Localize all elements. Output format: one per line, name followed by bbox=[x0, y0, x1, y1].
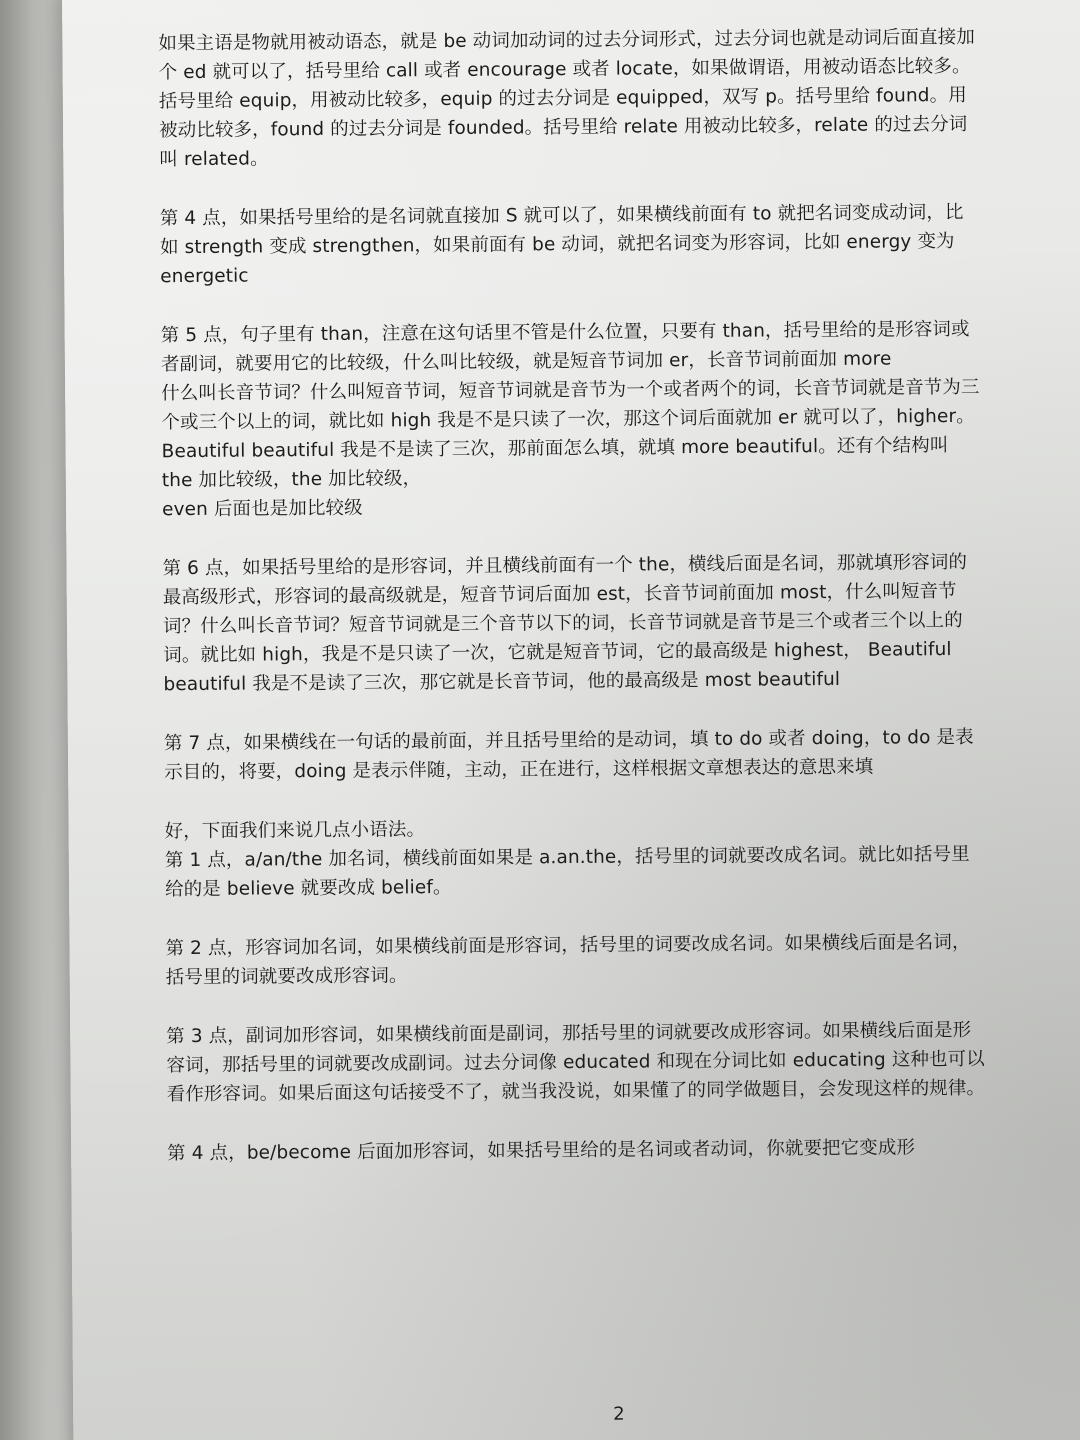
paragraph: even 后面也是加比较级 bbox=[162, 497, 363, 521]
paragraph: 如果主语是物就用被动语态，就是 be 动词加动词的过去分词形式，过去分词也就是动词后面直接加个 ed 就可以了，括号里给 call 或者 encourage 或者 locate，如果做谓语，用被动语态比较多。 bbox=[158, 26, 975, 84]
paragraph: 第 3 点，副词加形容词，如果横线前面是副词，那括号里的词就要改成形容词。如果横线后面是形容词，那括号里的词就要改成副词。过去分词像 educated 和现在分词比如 educating 这种也可以看作形容词。如果后面这句话接受不了，就当我没说，如果懂了的同学做题目，会发现这样的规律。 bbox=[166, 1019, 986, 1106]
document-body bbox=[158, 23, 987, 1168]
printed-page bbox=[62, 0, 1080, 1440]
page-number: 2 bbox=[613, 1403, 625, 1425]
paragraph: 第 4 点，如果括号里给的是名词就直接加 S 就可以了，如果横线前面有 to 就把名词变成动词，比如 strength 变成 strengthen，如果前面有 be 动词，就把名词变为形容词，比如 energy 变为 energetic bbox=[159, 201, 964, 288]
paragraph: 第 2 点，形容词加名词，如果横线前面是形容词，括号里的词要改成名词。如果横线后面是名词，括号里的词就要改成形容词。 bbox=[165, 931, 971, 989]
paragraph: 什么叫长音节词？什么叫短音节词，短音节词就是音节为一个或者两个的词，长音节词就是音节为三个或三个以上的词，就比如 high 我是不是只读了一次，那这个词后面就加 er 就可以了，higher。 Beautiful beautiful 我是不是读了三次，那前面怎么填，就填 more beautiful。还有个结构叫 the 加比较级，the 加比较级， bbox=[161, 376, 980, 492]
paragraph: 括号里给 equip，用被动比较多，equip 的过去分词是 equipped，双写 p。括号里给 found。用被动比较多，found 的过去分词是 founded。括号里给 relate 用被动比较多，relate 的过去分词叫 related。 bbox=[158, 84, 968, 171]
paragraph: 第 4 点，be/become 后面加形容词，如果括号里给的是名词或者动词，你就要把它变成形 bbox=[167, 1137, 916, 1165]
paragraph: 好，下面我们来说几点小语法。 bbox=[164, 819, 426, 843]
paragraph: 第 5 点，句子里有 than，注意在这句话里不管是什么位置，只要有 than，括号里给的是形容词或者副词，就要用它的比较级，什么叫比较级，就是短音节词加 er，长音节词前面加 more bbox=[160, 318, 970, 376]
paragraph: 第 6 点，如果括号里给的是形容词，并且横线前面有一个 the，横线后面是名词，那就填形容词的最高级形式，形容词的最高级就是，短音节词后面加 est，长音节词前面加 most，什么叫短音节词？什么叫长音节词？短音节词就是三个音节以下的词，长音节词就是音节是三个或者三个以上的词。就比如 high，我是不是只读了一次，它就是短音节词，它的最高级是 highest， Beautiful beautiful 我是不是读了三次，那它就是长音节词，他的最高级是 most beautiful bbox=[162, 551, 968, 696]
paragraph: 第 7 点，如果横线在一句话的最前面，并且括号里给的是动词，填 to do 或者 doing，to do 是表示目的，将要，doing 是表示伴随，主动，正在进行，这样根据文章想表达的意思来填 bbox=[163, 726, 974, 784]
paragraph: 第 1 点，a/an/the 加名词，横线前面如果是 a.an.the，括号里的词就要改成名词。就比如括号里给的是 believe 就要改成 belief。 bbox=[164, 843, 970, 901]
